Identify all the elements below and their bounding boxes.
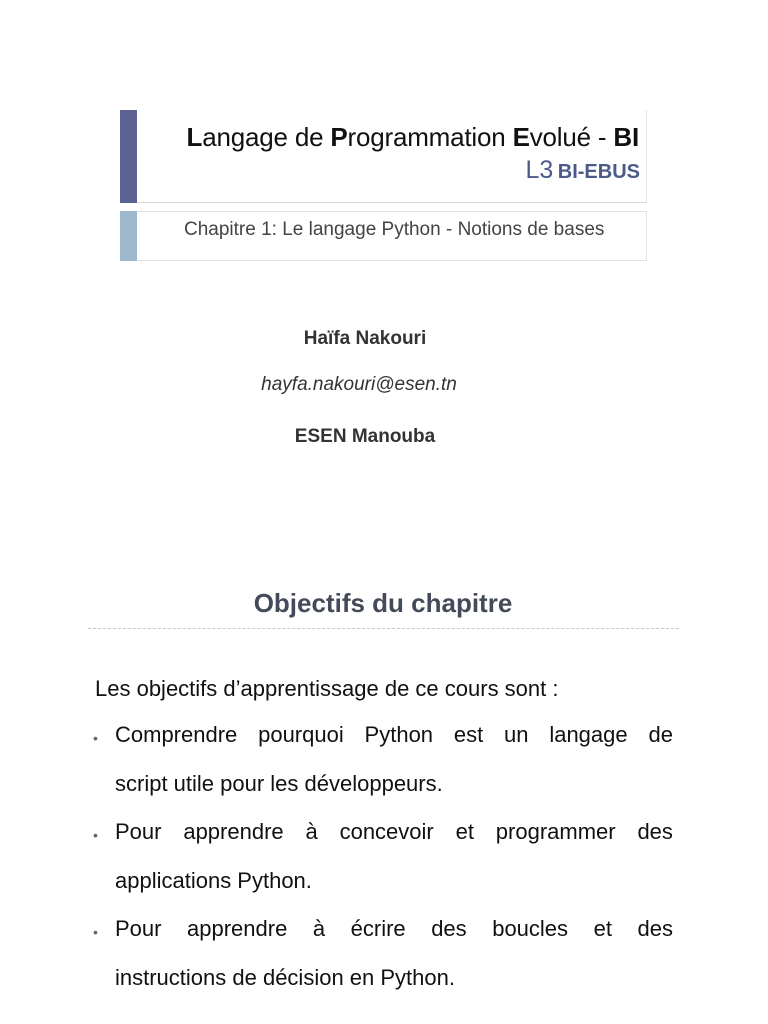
objective-word: Comprendre [115, 722, 238, 747]
title-word-1: angage de [202, 122, 331, 152]
chapter-box [120, 211, 647, 261]
objective-word: apprendre [187, 916, 288, 941]
objective-word: pourquoi [258, 722, 344, 747]
bullet-icon: • [93, 827, 98, 843]
objective-word: des [637, 916, 673, 941]
title-word-3: volué - [529, 122, 614, 152]
title-word-2: rogrammation [347, 122, 513, 152]
author-email: hayfa.nakouri@esen.tn [261, 374, 457, 395]
objective-word: concevoir [339, 819, 434, 844]
author-name: Haïfa Nakouri [303, 328, 427, 349]
objective-item-line1 [115, 722, 673, 748]
objective-word: à [312, 916, 326, 941]
title-bi: BI [613, 122, 639, 152]
title-box [120, 110, 647, 203]
objective-word: Pour [115, 819, 162, 844]
objective-word: programmer [495, 819, 616, 844]
objective-word: à [305, 819, 318, 844]
title-accent-bar [120, 110, 137, 203]
bullet-icon: • [93, 730, 98, 746]
bullet-icon: • [93, 924, 98, 940]
chapter-title: Chapitre 1: Le langage Python - Notions de bases [184, 219, 605, 240]
objective-item-line2: applications Python. [115, 868, 312, 893]
course-level [526, 156, 641, 185]
objective-item-line1 [115, 916, 673, 942]
objectives-heading: Objectifs du chapitre [253, 588, 513, 618]
objective-word: des [637, 819, 673, 844]
objective-item-line2: script utile pour les développeurs. [115, 771, 443, 796]
objective-item-line1 [115, 819, 673, 845]
program-label: BI-EBUS [557, 161, 640, 183]
objective-word: langage [549, 722, 628, 747]
title-initial-l: L [186, 122, 203, 152]
objective-word: un [504, 722, 529, 747]
objective-word: de [648, 722, 673, 747]
level-label: L3 [525, 156, 554, 184]
objective-word: écrire [350, 916, 406, 941]
objective-word: apprendre [183, 819, 284, 844]
institution-name: ESEN Manouba [294, 426, 436, 447]
objectives-intro: Les objectifs d’apprentissage de ce cours sont : [95, 676, 559, 701]
objective-word: et [593, 916, 612, 941]
objective-word: des [431, 916, 467, 941]
course-title [187, 122, 639, 153]
objective-word: boucles [492, 916, 569, 941]
objective-word: Python [364, 722, 434, 747]
title-initial-e: E [512, 122, 530, 152]
chapter-accent-bar [120, 211, 137, 261]
objective-item-line2: instructions de décision en Python. [115, 965, 455, 990]
title-initial-p: P [330, 122, 348, 152]
objective-word: Pour [115, 916, 162, 941]
objective-word: et [455, 819, 474, 844]
objective-word: est [453, 722, 484, 747]
heading-divider [88, 628, 679, 629]
